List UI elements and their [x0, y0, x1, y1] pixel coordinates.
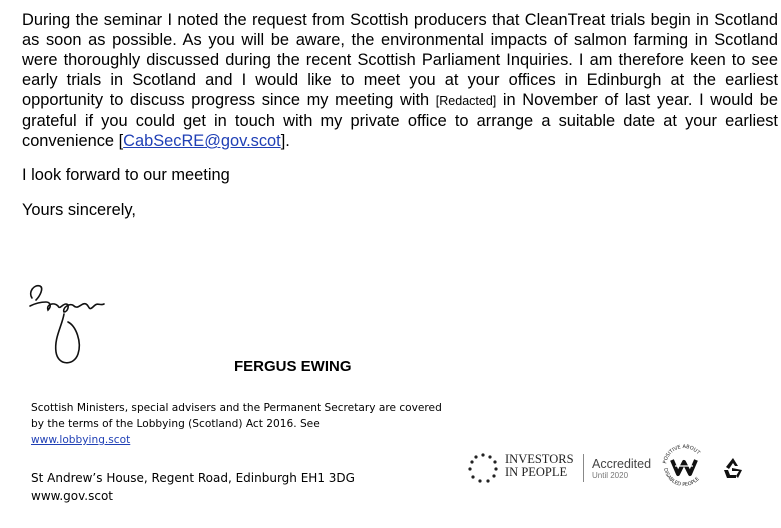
disability-confident-badge-icon: [658, 440, 710, 492]
investors-in-people-logo: [467, 450, 587, 486]
logo-divider: [583, 454, 584, 482]
main-paragraph: [22, 10, 778, 151]
signatory-name: FERGUS EWING: [234, 358, 352, 375]
paragraph-text-end: ].: [280, 132, 290, 150]
redaction-marker: [Redacted]: [435, 94, 497, 108]
accredited-until: Until 2020: [592, 471, 629, 480]
paragraph-text-mid: in November of last year. I would be grateful if you could get in touch with my private office to arrange a suitable date at your earliest convenience [: [22, 91, 778, 150]
letter-body: [22, 10, 778, 220]
accredited-label: Accredited: [592, 457, 652, 471]
investors-in-people-text: [505, 453, 574, 479]
postal-address: St Andrew’s House, Regent Road, Edinburgh EH1 3DG: [31, 471, 355, 485]
handwritten-signature: [20, 272, 120, 372]
recycle-icon: [720, 456, 746, 482]
valediction: Yours sincerely,: [22, 201, 136, 219]
lobbying-note: [31, 400, 451, 448]
address-block: [31, 469, 355, 505]
accreditation: [592, 458, 651, 481]
lobbying-note-text: Scottish Ministers, special advisers and the Permanent Secretary are covered by the terms of the Lobbying (Scotland) Act 2016. See: [31, 402, 442, 430]
iip-line-2: IN PEOPLE: [505, 465, 568, 479]
lobbying-link[interactable]: www.lobbying.scot: [31, 434, 131, 446]
website-address: www.gov.scot: [31, 489, 113, 503]
closing-line: I look forward to our meeting: [22, 166, 230, 184]
svg-text:DISABLED PEOPLE: DISABLED PEOPLE: [662, 467, 701, 489]
email-link[interactable]: CabSecRE@gov.scot: [123, 132, 281, 150]
investors-in-people-icon: [467, 452, 499, 484]
svg-text:POSITIVE ABOUT: POSITIVE ABOUT: [662, 443, 701, 465]
iip-line-1: INVESTORS: [505, 452, 574, 466]
paragraph-text-start: During the seminar I noted the request from Scottish producers that CleanTreat trials begin in Scotland as soon as possible. As you will be aware, the environmental impacts of salmon farming in Scotland were thoroughly discussed during the recent Scottish Parliament Inquiries. I am therefore keen to see early trials in Scotland and I would like to meet you at your offices in Edinburgh at the earliest opportunity to discuss progress since my meeting with: [22, 11, 778, 109]
